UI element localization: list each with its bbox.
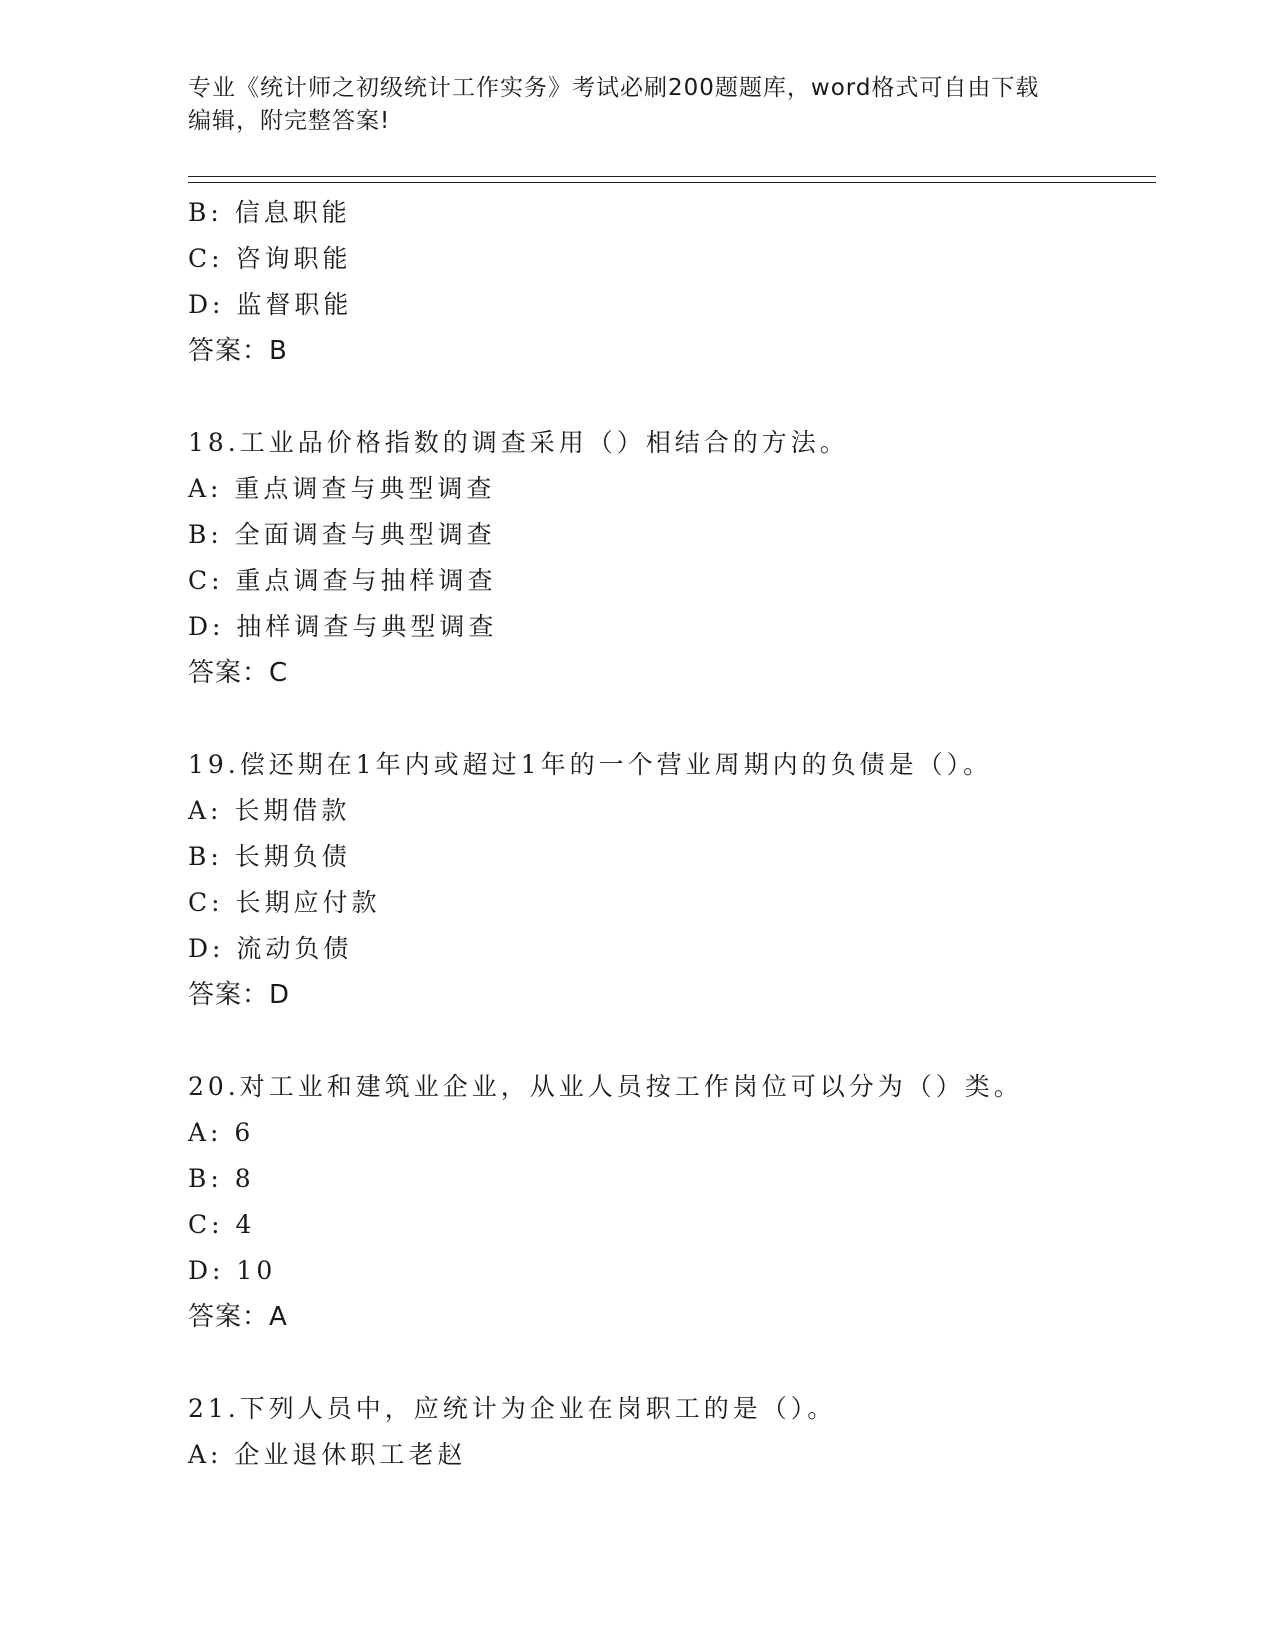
- answer-line: 答案：C: [188, 658, 289, 688]
- spacer: [188, 1340, 1148, 1386]
- option-c: C: 长期应付款: [188, 888, 381, 917]
- option-b: B: 8: [188, 1164, 255, 1193]
- question-list: [188, 190, 1148, 1478]
- question-text: 21.下列人员中，应统计为企业在岗职工的是（）。: [188, 1394, 837, 1423]
- option-a: A: 长期借款: [188, 796, 351, 825]
- document-header: [188, 72, 1088, 138]
- question-text: 18.工业品价格指数的调查采用（）相结合的方法。: [188, 428, 849, 457]
- option-c: C: 4: [188, 1210, 256, 1239]
- question-text: 20.对工业和建筑业企业，从业人员按工作岗位可以分为（）类。: [188, 1072, 1023, 1101]
- header-line-1: 专业《统计师之初级统计工作实务》考试必刷200题题库，word格式可自由下载: [188, 75, 1040, 101]
- answer-line: 答案：B: [188, 336, 288, 366]
- option-b: B: 全面调查与典型调查: [188, 520, 496, 549]
- option-d: D: 流动负债: [188, 934, 353, 963]
- option-b: B: 长期负债: [188, 842, 351, 871]
- question-text: 19.偿还期在1年内或超过1年的一个营业周期内的负债是（）。: [188, 750, 993, 779]
- header-rule-bottom: [188, 182, 1156, 183]
- option-a: A: 重点调查与典型调查: [188, 474, 496, 503]
- option-d: D: 抽样调查与典型调查: [188, 612, 498, 641]
- spacer: [188, 374, 1148, 420]
- question-21: [188, 1386, 1148, 1478]
- option-d: D: 10: [188, 1256, 277, 1285]
- option-c: C: 重点调查与抽样调查: [188, 566, 497, 595]
- option-c: C: 咨询职能: [188, 244, 352, 273]
- spacer: [188, 1018, 1148, 1064]
- option-a: A: 6: [188, 1118, 255, 1147]
- option-d: D: 监督职能: [188, 290, 353, 319]
- spacer: [188, 696, 1148, 742]
- option-a: A: 企业退休职工老赵: [188, 1440, 467, 1469]
- question-18: [188, 420, 1148, 696]
- question-20: [188, 1064, 1148, 1340]
- question-19: [188, 742, 1148, 1018]
- option-b: B: 信息职能: [188, 198, 351, 227]
- header-rule-top: [188, 176, 1156, 177]
- header-line-2: 编辑，附完整答案!: [188, 108, 391, 134]
- question-17-continued: [188, 190, 1148, 374]
- answer-line: 答案：D: [188, 980, 291, 1010]
- answer-line: 答案：A: [188, 1302, 288, 1332]
